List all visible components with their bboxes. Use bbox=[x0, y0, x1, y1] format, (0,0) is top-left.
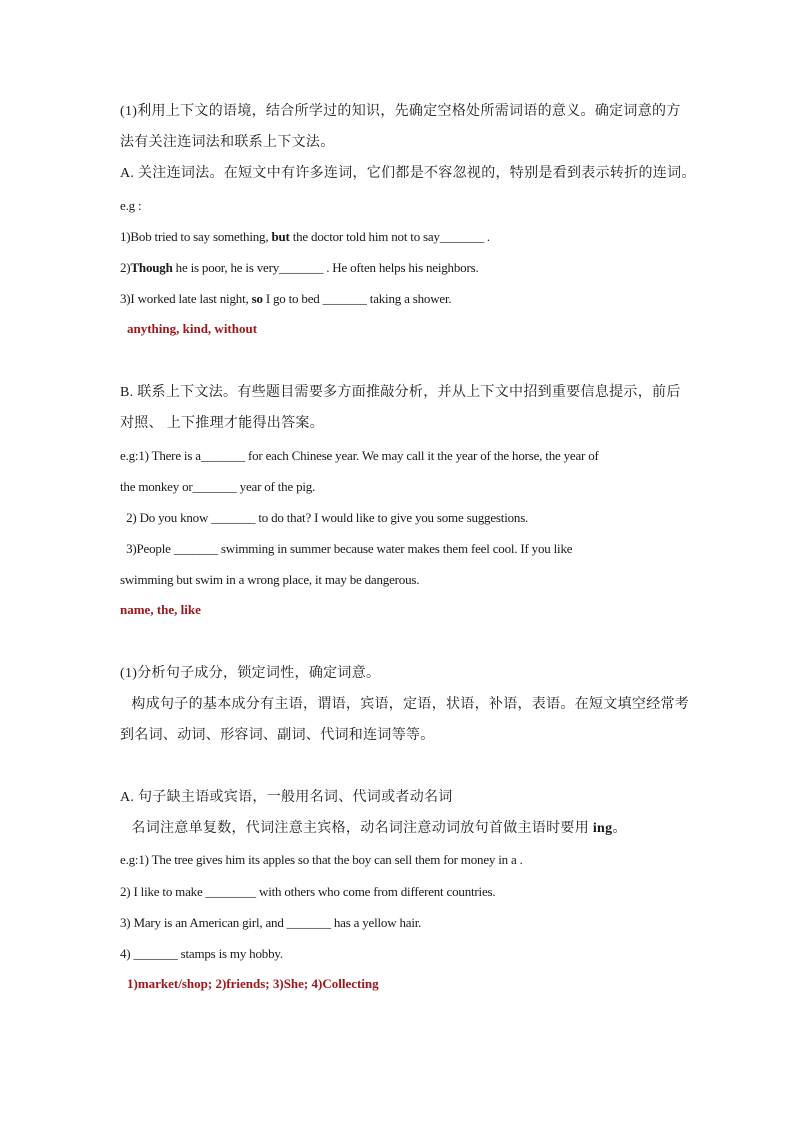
example-1: 1)Bob tried to say something, but the doctor told him not to say_______ . bbox=[120, 229, 490, 244]
section1-title-line1: (1)利用上下文的语境，结合所学过的知识，先确定空格处所需词语的意义。确定词意的方 bbox=[120, 104, 681, 119]
section2-b-heading-line2: 对照、 上下推理才能得出答案。 bbox=[120, 416, 324, 431]
example-b3-line2: swimming but swim in a wrong place, it may be dangerous. bbox=[120, 572, 420, 587]
example-c3: 3) Mary is an American girl, and _______ has a yellow hair. bbox=[120, 915, 422, 930]
section3-a-description: 名词注意单复数，代词注意主宾格，动名词注意动词放句首做主语时要用 ing。 bbox=[120, 821, 627, 836]
section3-title: (1)分析句子成分，锁定词性，确定词意。 bbox=[120, 666, 381, 681]
section2-answer: name, the, like bbox=[120, 602, 201, 617]
example-c2: 2) I like to make ________ with others who come from different countries. bbox=[120, 884, 496, 899]
example-c1: e.g:1) The tree gives him its apples so that the boy can sell them for money in a . bbox=[120, 852, 523, 867]
section2-b-heading-line1: B. 联系上下文法。有些题目需要多方面推敲分析，并从上下文中招到重要信息提示，前后 bbox=[120, 385, 681, 400]
example-2: 2)Though he is poor, he is very_______ . He often helps his neighbors. bbox=[120, 260, 479, 275]
section3-desc-line1: 构成句子的基本成分有主语，谓语，宾语，定语，状语，补语，表语。在短文填空经常考 bbox=[120, 697, 690, 712]
example-b1-line1: e.g:1) There is a_______ for each Chinese year. We may call it the year of the horse, the year of bbox=[120, 448, 599, 463]
example-b2: 2) Do you know _______ to do that? I would like to give you some suggestions. bbox=[120, 510, 529, 525]
section3-desc-line2: 到名词、动词、形容词、副词、代词和连词等等。 bbox=[120, 728, 435, 743]
section3-answer: 1)market/shop; 2)friends; 3)She; 4)Collecting bbox=[127, 976, 379, 991]
section3-a-heading: A. 句子缺主语或宾语，一般用名词、代词或者动名词 bbox=[120, 790, 453, 805]
section1-a-heading: A. 关注连词法。在短文中有许多连词，它们都是不容忽视的，特别是看到表示转折的连词。 bbox=[120, 166, 696, 181]
section1-title-line2: 法有关注连词法和联系上下文法。 bbox=[120, 135, 335, 150]
section1-answer: anything, kind, without bbox=[127, 321, 258, 336]
eg-label: e.g : bbox=[120, 198, 142, 213]
example-b1-line2: the monkey or_______ year of the pig. bbox=[120, 479, 316, 494]
example-b3-line1: 3)People _______ swimming in summer because water makes them feel cool. If you like bbox=[120, 541, 573, 556]
example-3: 3)I worked late last night, so I go to bed _______ taking a shower. bbox=[120, 291, 452, 306]
example-c4: 4) _______ stamps is my hobby. bbox=[120, 946, 283, 961]
